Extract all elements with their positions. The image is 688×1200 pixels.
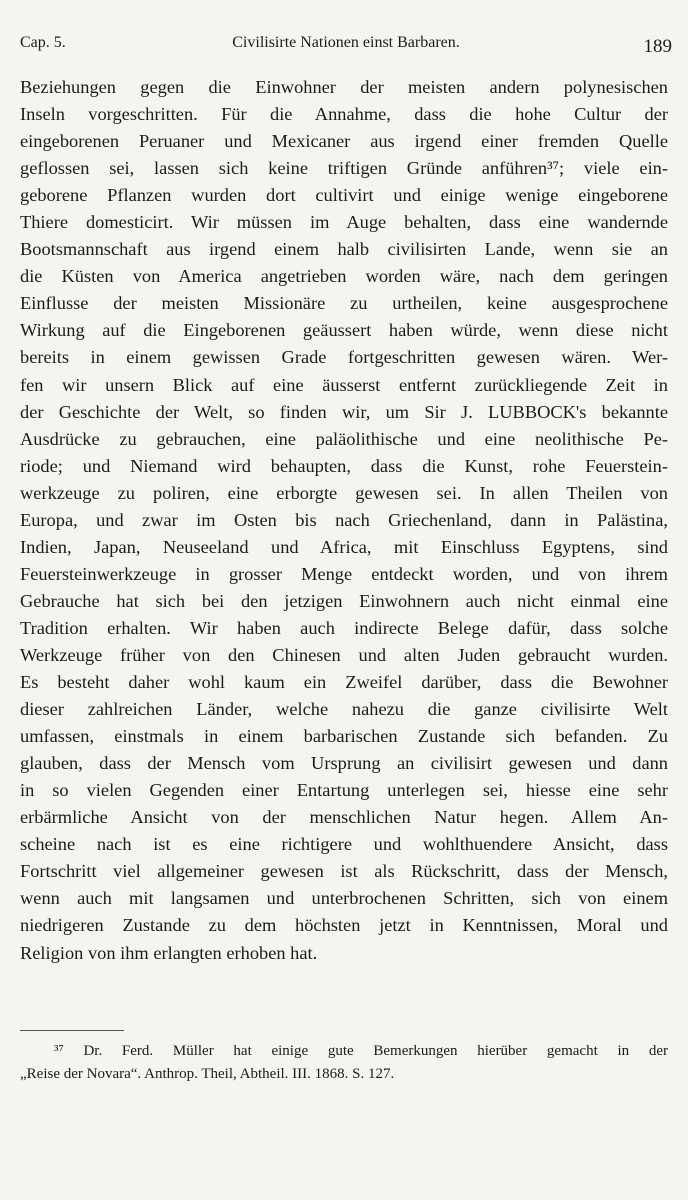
- text-line: Religion von ihm erlangten erhoben hat.: [20, 942, 318, 963]
- text-line: wenn auch mit langsamen und unterbrochenen Schritten, sich von einem: [20, 888, 668, 909]
- text-line: in so vielen Gegenden einer Entartung unterlegen sei, hiesse eine sehr: [20, 780, 668, 801]
- text-line: Gebrauche hat sich bei den jetzigen Einwohnern auch nicht einmal eine: [20, 590, 668, 611]
- text-line: riode; und Niemand wird behaupten, dass die Kunst, rohe Feuerstein-: [20, 455, 668, 476]
- running-title: Civilisirte Nationen einst Barbaren.: [232, 34, 460, 51]
- text-line: erbärmliche Ansicht von der menschlichen Natur hegen. Allem An-: [20, 807, 668, 828]
- text-line: der Geschichte der Welt, so finden wir, um Sir J. LUBBOCK's bekannte: [20, 401, 668, 422]
- text-line: Einflusse der meisten Missionäre zu urtheilen, keine ausgesprochene: [20, 293, 668, 314]
- text-line: glauben, dass der Mensch vom Ursprung an civilisirt gewesen und dann: [20, 753, 668, 774]
- text-line: Es besteht daher wohl kaum ein Zweifel darüber, dass die Bewohner: [20, 672, 668, 693]
- page-number: 189: [643, 36, 672, 57]
- text-line: die Küsten von America angetrieben worden wäre, nach dem geringen: [20, 266, 668, 287]
- text-line: Wirkung auf die Eingeborenen geäussert haben würde, wenn diese nicht: [20, 320, 668, 341]
- text-line: scheine nach ist es eine richtigere und wohlthuendere Ansicht, dass: [20, 834, 668, 855]
- text-line: bereits in einem gewissen Grade fortgeschritten gewesen wären. Wer-: [20, 347, 668, 368]
- text-line: Indien, Japan, Neuseeland und Africa, mit Einschluss Egyptens, sind: [20, 536, 668, 557]
- chapter-label: Cap. 5.: [20, 34, 66, 51]
- body-text: [20, 74, 668, 967]
- text-line: Bootsmannschaft aus irgend einem halb civilisirten Lande, wenn sie an: [20, 239, 668, 260]
- text-line: umfassen, einstmals in einem barbarischen Zustande sich befanden. Zu: [20, 726, 668, 747]
- text-line: Werkzeuge früher von den Chinesen und alten Juden gebraucht wurden.: [20, 644, 668, 665]
- footnote-line: ³⁷ Dr. Ferd. Müller hat einige gute Bemerkungen hierüber gemacht in der: [54, 1043, 668, 1059]
- running-header: [20, 30, 672, 60]
- text-line: Inseln vorgeschritten. Für die Annahme, dass die hohe Cultur der: [20, 104, 668, 125]
- text-line: werkzeuge zu poliren, eine erborgte gewesen sei. In allen Theilen von: [20, 482, 668, 503]
- text-line: niedrigeren Zustande zu dem höchsten jetzt in Kenntnissen, Moral und: [20, 915, 668, 936]
- footnote-line: „Reise der Novara“. Anthrop. Theil, Abtheil. III. 1868. S. 127.: [20, 1066, 395, 1082]
- text-line: Beziehungen gegen die Einwohner der meisten andern polynesischen: [20, 77, 668, 97]
- text-line: Europa, und zwar im Osten bis nach Griechenland, dann in Palästina,: [20, 509, 668, 530]
- text-line: Tradition erhalten. Wir haben auch indirecte Belege dafür, dass solche: [20, 617, 668, 638]
- footnote-divider: [20, 1030, 124, 1031]
- text-line: fen wir unsern Blick auf eine äusserst entfernt zurückliegende Zeit in: [20, 374, 668, 395]
- text-line: Fortschritt viel allgemeiner gewesen ist als Rückschritt, dass der Mensch,: [20, 861, 668, 882]
- text-line: Feuersteinwerkzeuge in grosser Menge entdeckt worden, und von ihrem: [20, 563, 668, 584]
- text-line: Thiere domesticirt. Wir müssen im Auge behalten, dass eine wandernde: [20, 212, 668, 233]
- text-line: geborene Pflanzen wurden dort cultivirt und einige wenige eingeborene: [20, 185, 668, 206]
- text-line: Ausdrücke zu gebrauchen, eine paläolithische und eine neolithische Pe-: [20, 428, 668, 449]
- text-line: dieser zahlreichen Länder, welche nahezu die ganze civilisirte Welt: [20, 699, 668, 720]
- footnotes: [20, 1040, 668, 1086]
- text-line: geflossen sei, lassen sich keine triftigen Gründe anführen³⁷; viele ein-: [20, 158, 668, 179]
- text-line: eingeborenen Peruaner und Mexicaner aus irgend einer fremden Quelle: [20, 131, 668, 152]
